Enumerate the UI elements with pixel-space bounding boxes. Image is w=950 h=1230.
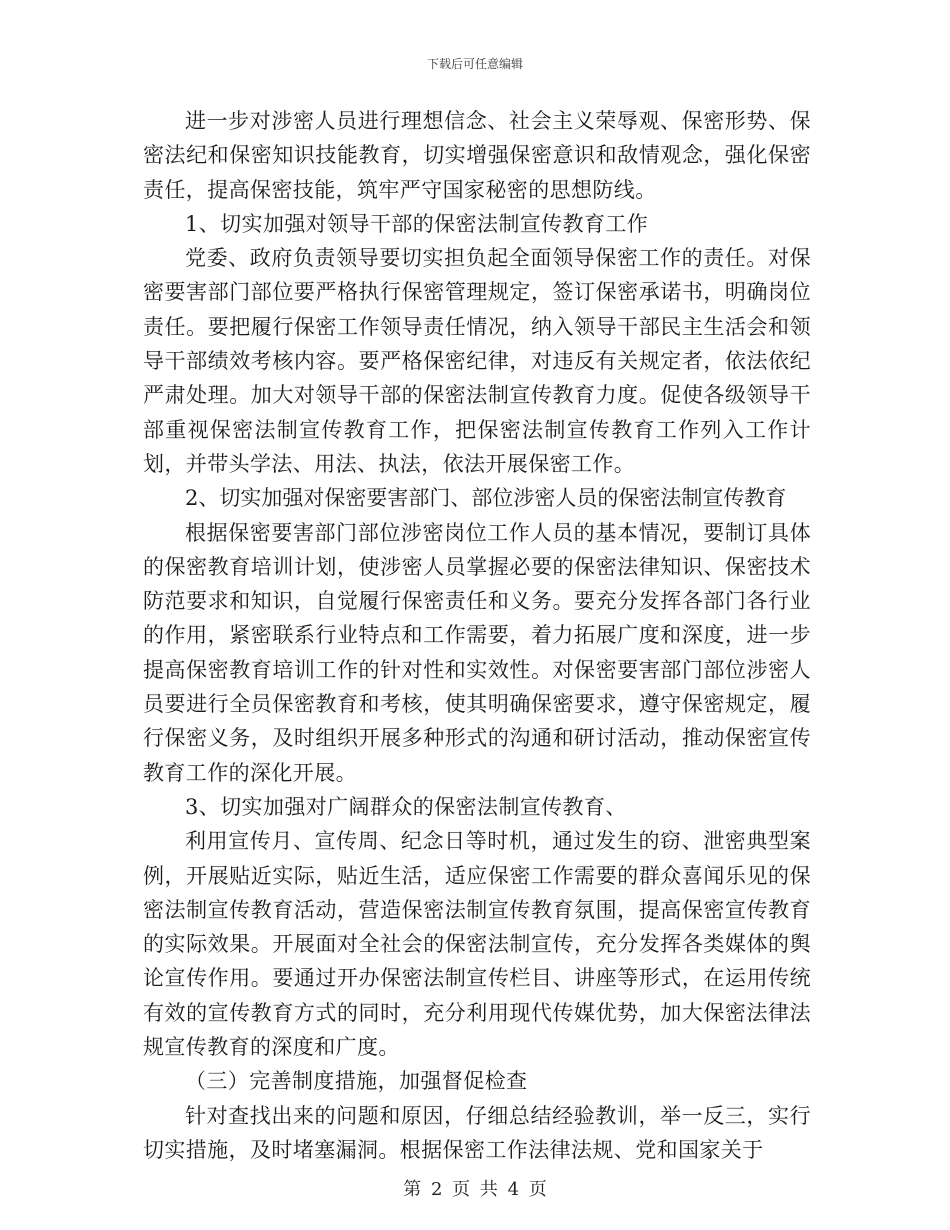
paragraph-public: 利用宣传月、宣传周、纪念日等时机，通过发生的窃、泄密典型案例，开展贴近实际，贴近生活，适应保密工作需要的群众喜闻乐见的保密法制宣传教育活动，营造保密法制宣传教育氛围，提高保密宣传教育的实际效果。开展面对全社会的保密法制宣传，充分发挥各类媒体的舆论宣传作用。要通过开办保密法制宣传栏目、讲座等形式，在运用传统有效的宣传教育方式的同时，充分利用现代传媒优势，加大保密法律法规宣传教育的深度和广度。 [143, 829, 811, 1060]
paragraph-key-departments: 根据保密要害部门部位涉密岗位工作人员的基本情况，要制订具体的保密教育培训计划，使涉密人员掌握必要的保密法律知识、保密技术防范要求和知识，自觉履行保密责任和义务。要充分发挥各部门各行业的作用，紧密联系行业特点和工作需要，着力拓展广度和深度，进一步提高保密教育培训工作的针对性和实效性。对保密要害部门部位涉密人员要进行全员保密教育和考核，使其明确保密要求，遵守保密规定，履行保密义务，及时组织开展多种形式的沟通和研讨活动，推动保密宣传教育工作的深化开展。 [143, 520, 811, 785]
paragraph-intro: 进一步对涉密人员进行理想信念、社会主义荣辱观、保密形势、保密法纪和保密知识技能教育，切实增强保密意识和敌情观念，强化保密责任，提高保密技能，筑牢严守国家秘密的思想防线。 [143, 109, 811, 202]
paragraph-leaders: 党委、政府负责领导要切实担负起全面领导保密工作的责任。对保密要害部门部位要严格执行保密管理规定，签订保密承诺书，明确岗位责任。要把履行保密工作领导责任情况，纳入领导干部民主生活会和领导干部绩效考核内容。要严格保密纪律，对违反有关规定者，依法依纪严肃处理。加大对领导干部的保密法制宣传教育力度。促使各级领导干部重视保密法制宣传教育工作，把保密法制宣传教育工作列入工作计划，并带头学法、用法、执法，依法开展保密工作。 [143, 246, 811, 476]
page-header: 下载后可任意编辑 [426, 57, 523, 71]
section-heading-3: 3、切实加强对广阔群众的保密法制宣传教育、 [185, 794, 627, 819]
section-heading-1: 1、切实加强对领导干部的保密法制宣传教育工作 [185, 211, 649, 236]
section-heading-2: 2、切实加强对保密要害部门、部位涉密人员的保密法制宣传教育 [185, 486, 787, 511]
page-number: 第 2 页 共 4 页 [403, 1179, 547, 1200]
paragraph-measures: 针对查找出来的问题和原因，仔细总结经验教训，举一反三，实行切实措施，及时堵塞漏洞。根据保密工作法律法规、党和国家关于 [143, 1103, 811, 1162]
document-body [143, 104, 811, 1167]
section-heading-iii: （三）完善制度措施，加强督促检查 [185, 1069, 528, 1094]
